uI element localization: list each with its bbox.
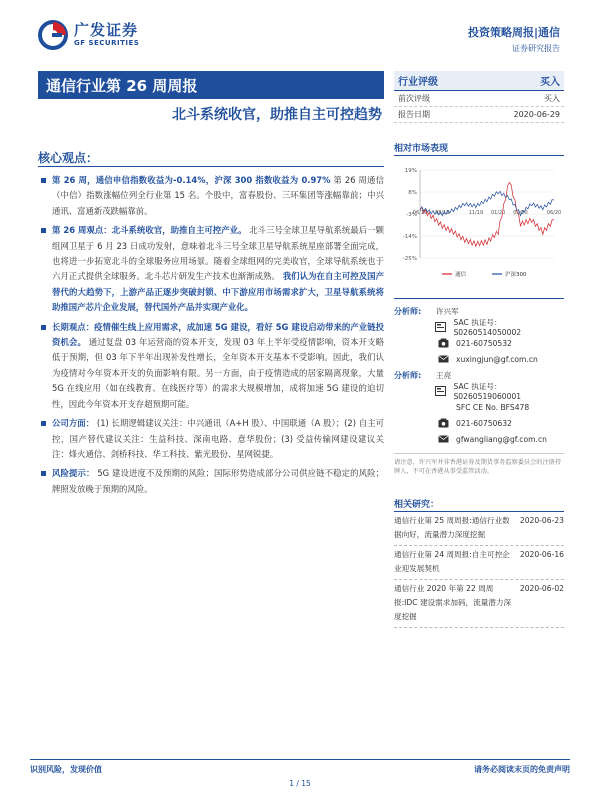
report-header [468, 26, 560, 54]
prev-rating-label: 前次评级 [398, 94, 430, 103]
email-icon [436, 434, 450, 445]
phone-icon [436, 338, 450, 349]
x-tick-label: 08/19 [435, 210, 450, 216]
bullet-square-icon [41, 471, 46, 476]
core-bullet-5 [38, 466, 384, 497]
footer-disclaimer-link[interactable]: 请务必阅读末页的免责声明 [474, 765, 570, 774]
legend-label: 沪深300 [505, 272, 527, 278]
footer-divider [30, 759, 570, 760]
core-bullet-1 [38, 173, 384, 219]
related-heading: 相关研究： [394, 498, 564, 512]
report-category: 证券研究报告 [512, 44, 560, 53]
analyst-1-phone-row [394, 335, 564, 351]
report-type: 投资策略周报|通信 [467, 26, 560, 39]
analyst-label: 分析师: [394, 370, 422, 380]
brand-name-en: GF SECURITIES [74, 39, 140, 47]
prev-rating-value: 买入 [544, 94, 560, 103]
brand-name-cn: 广发证券 [74, 21, 139, 39]
certificate-icon [434, 322, 447, 333]
bullet-text: 通过复盘 03 年运营商的资本开支，发现 03 年上半年受疫情影响，资本开支略低于预期，但 03 年下半年出现补发性增长，全年资本开支基本不受影响。因此，我们认为疫情对今年资本开支的负面影响有限。另一方面，由于疫情造成的居家隔离现象，大量 5G 在线应用（如在线教育、在线医疗等）的需求大规模增加，成将加速 5G 建设的迫切性，因此今年资本开支存超预期可能。 [52, 337, 384, 409]
x-tick-label: 06/19 [412, 210, 428, 216]
bullet-square-icon [41, 228, 46, 233]
related-date: 2020-06-16 [519, 550, 564, 559]
bullet-bold: 第 26 周，通信申信指数收益为-0.14%，沪深 300 指数收益为 0.97% [52, 175, 331, 185]
bullet-text: (1) 长期逻辑建议关注：中兴通讯（A+H 股）、中国联通（A 股）；(2) 自主可控，国产替代建议关注：生益科技、深南电路、意华股份；(3) 受益传输网建设建议关注：烽火通信、剑桥科技、华工科技、紫光股份、星网锐捷。 [52, 418, 385, 459]
related-item[interactable] [394, 546, 564, 580]
bullet-bold: 风险提示： [52, 468, 95, 479]
legend-label: 通信 [455, 272, 467, 278]
title-bar [38, 71, 384, 99]
analyst-2-phone-row [394, 415, 564, 431]
market-chart-heading: 相对市场表现 [394, 142, 564, 156]
core-bullet-4 [38, 416, 384, 462]
analyst-cert: SAC 执证号：S0260519060001 [453, 382, 522, 401]
bullet-square-icon [41, 178, 46, 183]
rating-heading-value: 买入 [540, 77, 560, 88]
analyst-2-cert2-row [394, 399, 564, 415]
x-tick-label: 03/20 [513, 210, 528, 216]
report-date-label: 报告日期 [398, 110, 430, 119]
y-tick-label: 19% [404, 168, 417, 174]
y-tick-label: -25% [402, 256, 417, 262]
analyst-email[interactable]: gfwangliang@gf.com.cn [456, 434, 547, 444]
series-line-2 [420, 191, 554, 215]
sidebar [394, 142, 564, 476]
page-number: 1 / 15 [289, 779, 311, 788]
related-title[interactable]: 通信行业 2020 年第 22 周周报:IDC 建设需求加码，流量潜力深度挖掘 [394, 584, 512, 621]
report-date-value: 2020-06-29 [513, 110, 560, 119]
analyst-cert-sfc: SFC CE No. BFS478 [456, 402, 530, 412]
phone-icon [436, 418, 450, 429]
market-chart-svg [394, 160, 564, 290]
bullet-text: 5G 建设进度不及预期的风险；国际形势造成部分公司供应链不稳定的风险；牌照发放晚于预期的风险。 [52, 468, 384, 494]
analyst-disclaimer: 请注意，许兴军并非香港证券及期货事务监察委员会的注册持牌人，不可在香港从事受监管活动。 [394, 453, 564, 476]
analyst-label: 分析师: [394, 306, 422, 316]
y-tick-label: -14% [402, 234, 417, 240]
analyst-2-cert-row [394, 383, 564, 399]
bullet-bold-conclusion: 我们认为在自主可控及国产替代的大趋势下，上游产品正逐步突破封锁、中下游应用市场需求扩大，卫星导航系统将助推国产芯片企业发展，替代国外产品并实现产业化。 [52, 271, 384, 313]
related-item[interactable] [394, 512, 564, 546]
rating-box [394, 71, 564, 123]
footer-slogan: 识别风险，发现价值 [30, 765, 102, 774]
y-tick-label: -3% [406, 212, 417, 218]
analyst-cert: SAC 执证号：S0260514050002 [453, 318, 522, 337]
brand-logo [38, 18, 168, 52]
page-title: 通信行业第 26 周周报 [46, 77, 198, 95]
analyst-2-email-row [394, 431, 564, 447]
core-bullet-2 [38, 223, 384, 315]
related-date: 2020-06-02 [519, 584, 564, 593]
bullet-text: 北斗三号全球卫星导航系统最后一颗组网卫星于 6 月 23 日成功发射，意味着北斗三号全球卫星导航系统星座部署全面完成，也将进一步拓宽北斗的全球服务应用场景。随着全球组网的完美收官，全球导航系统也于六月正式提供全球服务。北斗芯片研发生产技术也渐渐成熟。 [52, 225, 384, 282]
related-title[interactable]: 通信行业第 25 周周报:通信行业数据向好，流量潜力深度挖掘 [394, 516, 510, 539]
analyst-email[interactable]: xuxingjun@gf.com.cn [456, 354, 538, 364]
x-tick-label: 06/20 [546, 210, 562, 216]
analyst-1-cert-row [394, 319, 564, 335]
prev-rating-row [394, 91, 564, 107]
gf-logo-icon [38, 20, 68, 50]
market-performance-chart [394, 160, 564, 290]
bullet-square-icon [41, 421, 46, 426]
x-tick-label: 11/19 [468, 210, 484, 216]
bullet-square-icon [41, 325, 46, 330]
related-research [394, 498, 564, 628]
rating-heading: 行业评级 [398, 77, 438, 88]
certificate-icon [434, 386, 447, 397]
report-date-row [394, 107, 564, 123]
bullet-bold: 公司方面： [52, 418, 95, 429]
email-icon [436, 354, 450, 365]
core-heading: 核心观点： [38, 149, 384, 167]
page-subtitle: 北斗系统收官，助推自主可控趋势 [172, 107, 382, 123]
x-tick-label: 01/20 [490, 210, 506, 216]
related-title[interactable]: 通信行业第 24 周周报:自主可控企业迎发展契机 [394, 550, 510, 573]
y-tick-label: 8% [408, 190, 417, 196]
core-views [38, 149, 384, 501]
analysts-block [394, 298, 564, 476]
analyst-name: 许兴军 [436, 306, 459, 316]
bullet-bold: 长期观点：疫情催生线上应用需求，成加速 5G 建设，看好 5G 建设启动带来的产业链投资机会。 [52, 321, 384, 348]
related-date: 2020-06-23 [519, 516, 564, 525]
analyst-name: 王亮 [436, 370, 452, 380]
bullet-bold: 第 26 周观点：北斗系统收官，助推自主可控产业。 [52, 225, 247, 236]
analyst-phone: 021-60750632 [456, 418, 512, 428]
rating-header [394, 71, 564, 91]
related-item[interactable] [394, 580, 564, 628]
core-bullet-3 [38, 320, 384, 412]
analyst-phone: 021-60750532 [456, 338, 512, 348]
bullet-text: 第 26 周通信（中信）指数涨幅位列全行业第 15 名。个股中，富春股份、三环集团等涨幅靠前；中兴通讯、富通新茂跌幅靠前。 [52, 175, 384, 216]
analyst-1-email-row [394, 351, 564, 367]
